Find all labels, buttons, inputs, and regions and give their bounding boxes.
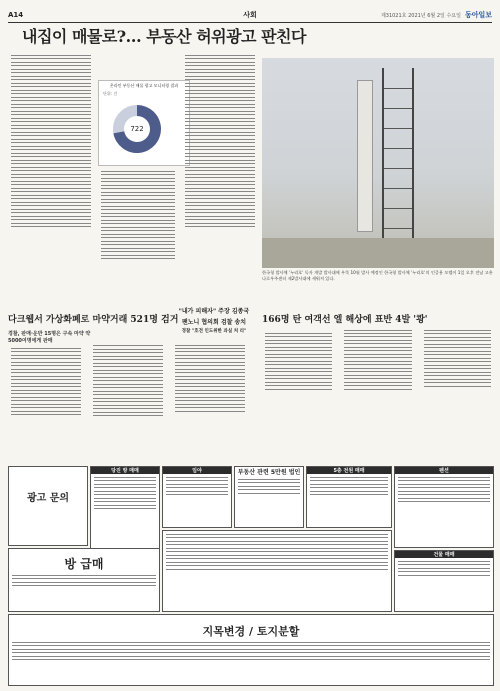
issue-date: 제31021호 2021년 6월 2일 수요일 bbox=[380, 12, 461, 19]
page-number: A14 bbox=[8, 11, 24, 19]
ad-9[interactable] bbox=[394, 550, 494, 612]
rocket bbox=[357, 80, 373, 232]
chart-title: 온라인 부동산 매물 광고 모니터링 결과 bbox=[109, 83, 179, 88]
ad-label: 임야 bbox=[163, 467, 231, 474]
ad-5[interactable] bbox=[306, 466, 392, 528]
ad-label: 광고 문의 bbox=[26, 493, 70, 504]
launch-tower bbox=[382, 68, 414, 243]
article3-title: 팬노니 협의회 검찰 송치 bbox=[181, 319, 247, 326]
ad-label: 펜션 bbox=[395, 467, 493, 474]
article-col-1 bbox=[8, 52, 94, 307]
ad-label: 건물 매매 bbox=[395, 551, 493, 558]
article2-title: 다크웹서 가상화폐로 마약거래 521명 검거 bbox=[8, 315, 179, 325]
main-headline: 내집이 매물로?… 부동산 허위광고 판친다 bbox=[22, 27, 306, 46]
ad-8[interactable] bbox=[8, 614, 494, 686]
ad-label: 5층 전원 매매 bbox=[307, 467, 391, 474]
chart-unit: 단위: 건 bbox=[103, 91, 118, 96]
ground bbox=[262, 238, 494, 268]
newspaper-logo: 동아일보 bbox=[464, 11, 492, 19]
article-col-3 bbox=[182, 52, 258, 307]
article2-body bbox=[8, 345, 248, 460]
ad-7[interactable] bbox=[8, 548, 160, 612]
chart-box bbox=[98, 80, 190, 166]
ad-label: 당진 땅 매매 bbox=[91, 467, 159, 474]
ad-1[interactable] bbox=[8, 466, 88, 546]
ad-label: 방 급매 bbox=[64, 557, 104, 571]
donut-chart bbox=[107, 99, 181, 159]
ad-3[interactable] bbox=[162, 466, 232, 528]
ad-4[interactable] bbox=[234, 466, 304, 528]
body-text bbox=[8, 55, 94, 228]
article3-head bbox=[166, 302, 262, 348]
rocket-photo bbox=[262, 58, 494, 268]
article3-kicker: "내가 피해자" 주장 김종국 bbox=[178, 308, 250, 315]
article3-subtitle: 경찰 "호전 인도위한 과실 처 리" bbox=[181, 329, 247, 334]
photo-caption: 한국형 발사체 '누리호' 독자 개발 발사대에 우뚝 10월 발사 예정인 한국형 발사체 '누리호'의 인증용 모델이 1일 오후 전남 고흥 나로우주센터 제2발사대에 세워져 있다. bbox=[262, 270, 493, 281]
ad-label: 부동산 관련 5만원 법인 bbox=[237, 469, 301, 476]
page-header bbox=[8, 8, 492, 23]
ad-6[interactable] bbox=[394, 466, 494, 548]
ad-grid bbox=[162, 530, 392, 612]
article2-subtitle: 경찰, 판매·운반 15명은 구속 마약 약 5000여명에게 판매 bbox=[8, 331, 91, 344]
section-name: 사회 bbox=[243, 11, 257, 19]
article4-title: 166명 탄 여객선 엘 해상에 표반 4발 '쾅' bbox=[262, 315, 428, 325]
article4-body bbox=[262, 330, 494, 460]
ad-label: 지목변경 / 토지분할 bbox=[202, 625, 300, 638]
donut-center-value: 722 bbox=[130, 125, 144, 133]
article-col-2 bbox=[98, 168, 178, 308]
